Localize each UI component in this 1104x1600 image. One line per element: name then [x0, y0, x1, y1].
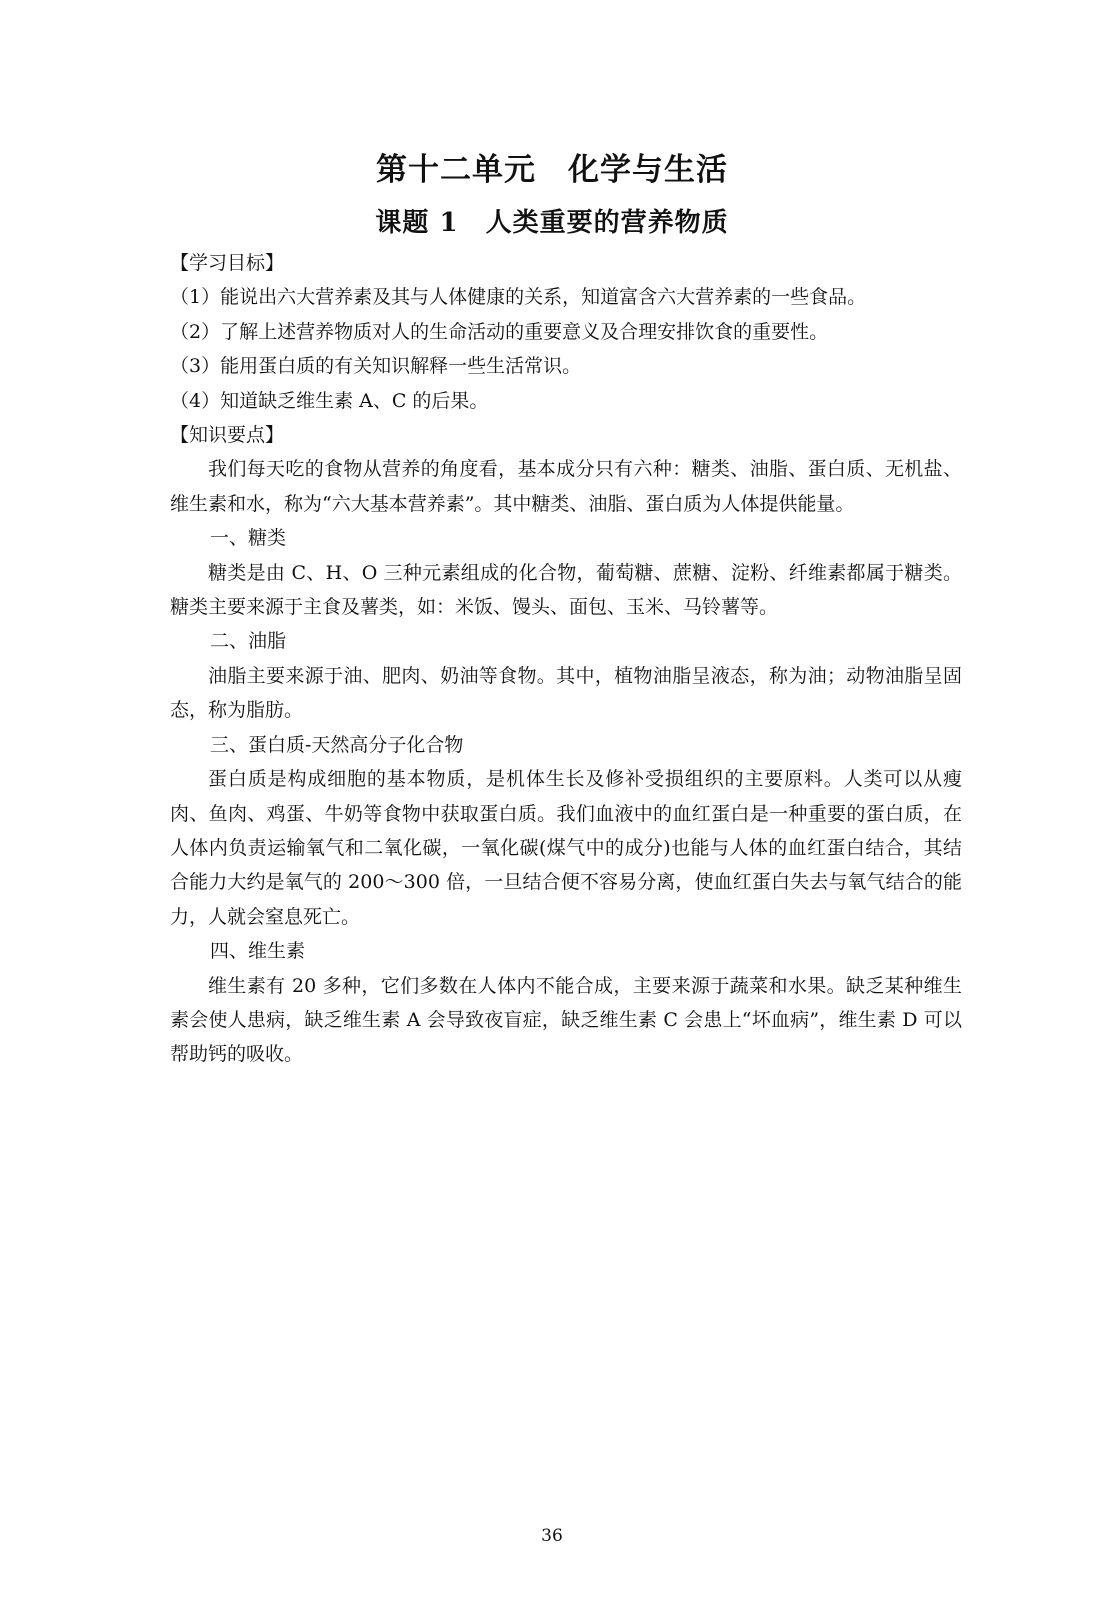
section-text-proteins: 蛋白质是构成细胞的基本物质，是机体生长及修补受损组织的主要原料。人类可以从瘦肉、鱼肉、鸡蛋、牛奶等食物中获取蛋白质。我们血液中的血红蛋白是一种重要的蛋白质，在人体内负责运输氧气和二氧化碳，一氧化碳(煤气中的成分)也能与人体的血红蛋白结合，其结合能力大约是氧气的 200～300 倍，一旦结合便不容易分离，使血红蛋白失去与氧气结合的能力，人就会窒息死亡。 — [170, 768, 962, 928]
page-content — [170, 246, 962, 1072]
section-heading-proteins: 三、蛋白质-天然高分子化合物 — [210, 733, 464, 756]
objective-item: （2）了解上述营养物质对人的生命活动的重要意义及合理安排饮食的重要性。 — [170, 320, 829, 343]
knowledge-intro: 我们每天吃的食物从营养的角度看，基本成分只有六种：糖类、油脂、蛋白质、无机盐、维生素和水，称为“六大基本营养素”。其中糖类、油脂、蛋白质为人体提供能量。 — [170, 458, 962, 515]
section-text-carbohydrates: 糖类是由 C、H、O 三种元素组成的化合物，葡萄糖、蔗糖、淀粉、纤维素都属于糖类。糖类主要来源于主食及薯类，如：米饭、馒头、面包、玉米、马铃薯等。 — [170, 561, 962, 619]
knowledge-heading: 【知识要点】 — [170, 424, 285, 447]
lesson-title: 课题 1 人类重要的营养物质 — [375, 208, 729, 238]
objectives-heading: 【学习目标】 — [170, 252, 285, 274]
section-text-vitamins: 维生素有 20 多种，它们多数在人体内不能合成，主要来源于蔬菜和水果。缺乏某种维生素会使人患病，缺乏维生素 A 会导致夜盲症，缺乏维生素 C 会患上“坏血病”，维生素 D 可以帮助钙的吸收。 — [170, 974, 962, 1066]
section-heading-vitamins: 四、维生素 — [210, 940, 306, 963]
section-heading-fats: 二、油脂 — [210, 630, 287, 653]
objective-item: （1）能说出六大营养素及其与人体健康的关系，知道富含六大营养素的一些食品。 — [170, 286, 867, 309]
objective-item: （4）知道缺乏维生素 A、C 的后果。 — [170, 389, 489, 412]
objective-item: （3）能用蛋白质的有关知识解释一些生活常识。 — [170, 355, 582, 378]
unit-title: 第十二单元 化学与生活 — [376, 152, 728, 188]
page-number: 36 — [541, 1526, 563, 1546]
section-heading-carbohydrates: 一、糖类 — [210, 527, 287, 550]
section-text-fats: 油脂主要来源于油、肥肉、奶油等食物。其中，植物油脂呈液态，称为油；动物油脂呈固态，称为脂肪。 — [170, 664, 962, 722]
